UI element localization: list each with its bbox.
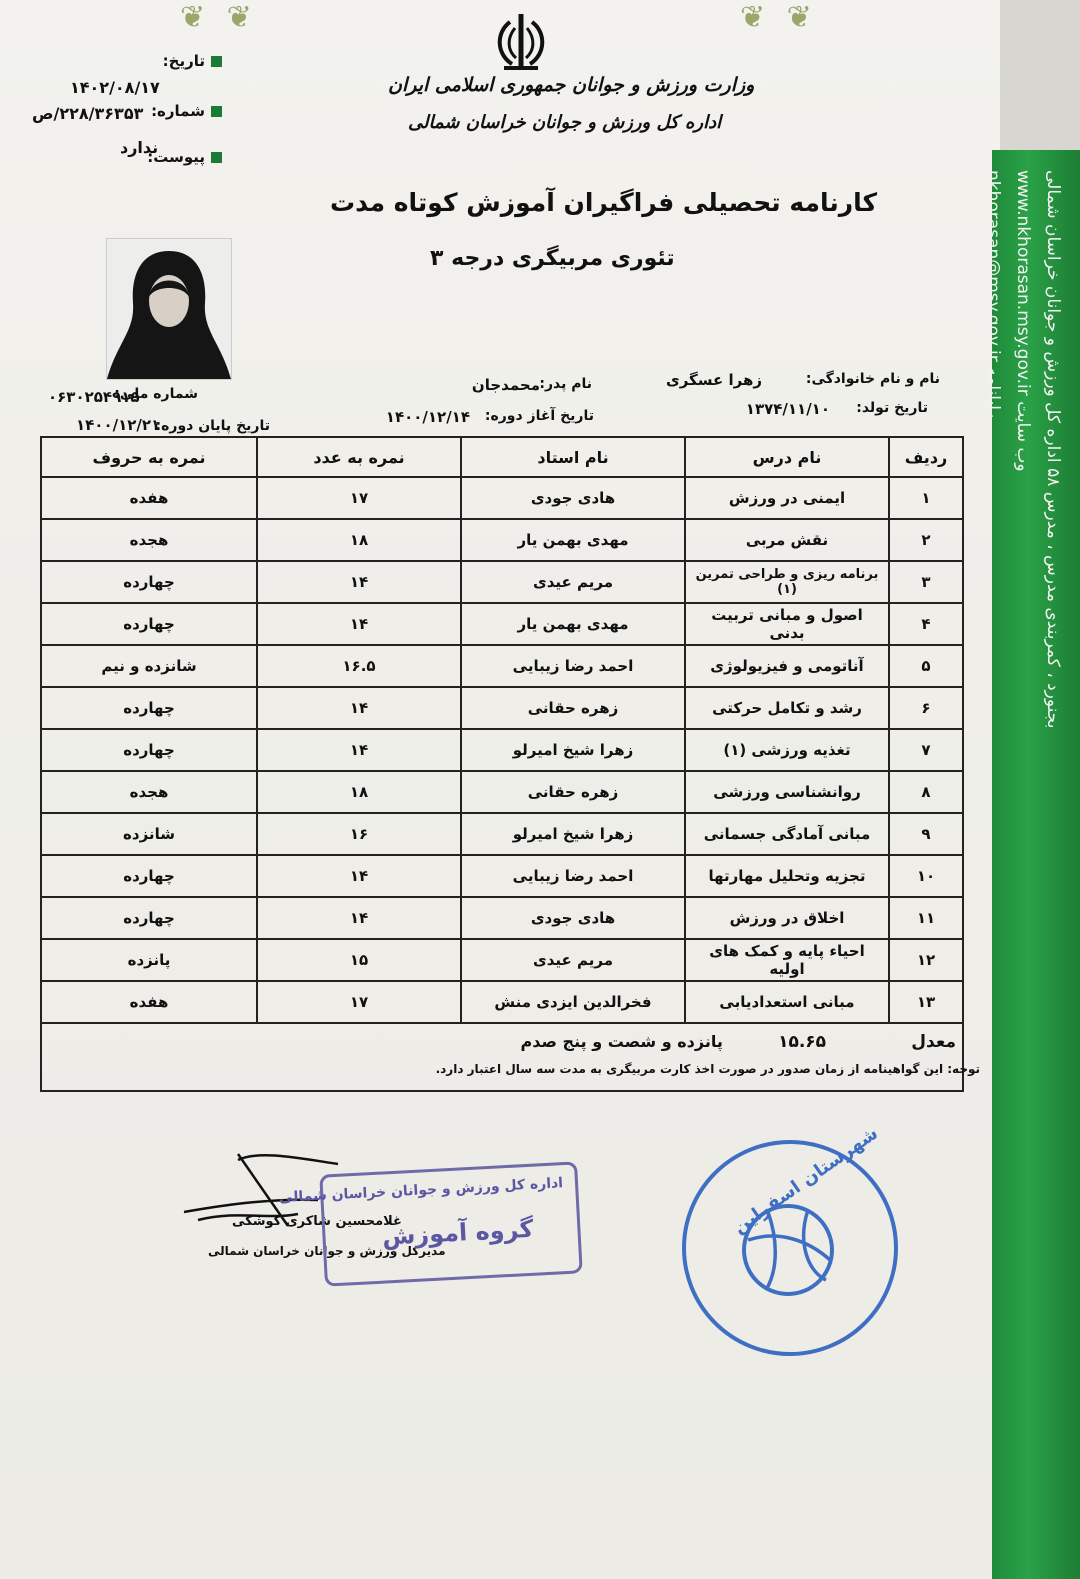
score-number: ۱۷ (257, 981, 461, 1023)
attachment-row (147, 148, 222, 166)
course-name: اصول و مبانی تربیت بدنی (685, 603, 889, 645)
document-title: کارنامه تحصیلی فراگیران آموزش کوتاه مدت (330, 188, 878, 217)
name-value: زهرا عسگری (665, 371, 762, 389)
ministry-line-2: اداره کل ورزش و جوانان خراسان شمالی (408, 112, 722, 133)
instructor-name: احمد رضا زیبایی (461, 645, 685, 687)
header-instructor: نام استاد (461, 437, 685, 477)
table-row (41, 477, 963, 519)
average-words: پانزده و شصت و پنج صدم (520, 1032, 723, 1051)
table-row (41, 687, 963, 729)
row-number: ۱۲ (889, 939, 963, 981)
number-label: شماره: (151, 102, 205, 120)
date-label: تاریخ: (162, 52, 205, 70)
score-words: هجده (41, 519, 257, 561)
score-number: ۱۴ (257, 561, 461, 603)
instructor-name: مهدی بهمن یار (461, 603, 685, 645)
course-name: احیاء پایه و کمک های اولیه (685, 939, 889, 981)
header-score-words: نمره به حروف (41, 437, 257, 477)
instructor-name: مهدی بهمن یار (461, 519, 685, 561)
stamp-line-1: اداره کل ورزش و جوانان خراسان شمالی (278, 1175, 564, 1206)
ministry-line-1: وزارت ورزش و جوانان جمهوری اسلامی ایران (388, 74, 755, 96)
date-value: ۱۴۰۲/۰۸/۱۷ (70, 78, 160, 97)
table-row (41, 645, 963, 687)
county-stamp (682, 1122, 898, 1356)
end-label: تاریخ پایان دوره: (155, 418, 270, 434)
table-row (41, 729, 963, 771)
average-label: معدل (911, 1032, 956, 1052)
score-number: ۱۴ (257, 603, 461, 645)
row-number: ۱۳ (889, 981, 963, 1023)
corner-ornament-left: ❦ ❦ (180, 0, 258, 35)
document-subtitle: تئوری مربیگری درجه ۳ (430, 246, 675, 271)
course-name: مبانی استعدادیابی (685, 981, 889, 1023)
score-number: ۱۶ (257, 813, 461, 855)
row-number: ۱۰ (889, 855, 963, 897)
instructor-name: زهرا شیخ امیرلو (461, 813, 685, 855)
header-row-number: ردیف (889, 437, 963, 477)
signatory-title: مدیرکل ورزش و جوانان خراسان شمالی (208, 1244, 446, 1258)
row-number: ۳ (889, 561, 963, 603)
instructor-name: احمد رضا زیبایی (461, 855, 685, 897)
instructor-name: زهرا شیخ امیرلو (461, 729, 685, 771)
signatory-name: غلامحسین شاکری کوشکی (232, 1214, 402, 1229)
course-name: آناتومی و فیزیولوژی (685, 645, 889, 687)
course-name: ایمنی در ورزش (685, 477, 889, 519)
number-value: ۲۲۸/۳۶۳۵۳/ص (32, 104, 144, 123)
course-name: نقش مربی (685, 519, 889, 561)
table-row (41, 981, 963, 1023)
row-number: ۷ (889, 729, 963, 771)
instructor-name: فخرالدین ایزدی منش (461, 981, 685, 1023)
average-row (41, 1023, 963, 1091)
stamp-circle-text: شهرستان اسفراین (729, 1122, 882, 1239)
score-number: ۱۷ (257, 477, 461, 519)
course-name: رشد و تکامل حرکتی (685, 687, 889, 729)
volleyball-icon (738, 1200, 838, 1300)
validity-note: توجه: این گواهینامه از زمان صدور در صورت اخذ کارت مربیگری به مدت سه سال اعتبار دارد. (435, 1062, 980, 1076)
score-words: چهارده (41, 897, 257, 939)
instructor-name: زهره حقانی (461, 687, 685, 729)
row-number: ۴ (889, 603, 963, 645)
score-words: چهارده (41, 687, 257, 729)
row-number: ۲ (889, 519, 963, 561)
table-row (41, 561, 963, 603)
start-label: تاریخ آغاز دوره: (484, 408, 594, 424)
course-name: تجزیه وتحلیل مهارتها (685, 855, 889, 897)
score-words: شانزده (41, 813, 257, 855)
score-number: ۱۸ (257, 519, 461, 561)
score-words: هفده (41, 981, 257, 1023)
score-number: ۱۴ (257, 855, 461, 897)
corner-ornament-right: ❦ ❦ (740, 0, 818, 35)
father-value: محمدجان (471, 376, 540, 394)
number-row (151, 102, 222, 120)
score-number: ۱۴ (257, 729, 461, 771)
header-score-number: نمره به عدد (257, 437, 461, 477)
score-words: چهارده (41, 855, 257, 897)
website-line: www.nkhorasan.msy.gov.ir وب سایت (1013, 170, 1033, 472)
score-number: ۱۵ (257, 939, 461, 981)
header-course: نام درس (685, 437, 889, 477)
bullet-icon (211, 152, 222, 163)
row-number: ۵ (889, 645, 963, 687)
row-number: ۹ (889, 813, 963, 855)
score-words: چهارده (41, 561, 257, 603)
table-row (41, 771, 963, 813)
score-number: ۱۴ (257, 897, 461, 939)
score-words: پانزده (41, 939, 257, 981)
course-name: مبانی آمادگی جسمانی (685, 813, 889, 855)
start-value: ۱۴۰۰/۱۲/۱۴ (385, 408, 470, 426)
instructor-name: مریم عیدی (461, 939, 685, 981)
end-value: ۱۴۰۰/۱۲/۲۱ (76, 416, 161, 434)
instructor-name: هادی جودی (461, 477, 685, 519)
table-row (41, 939, 963, 981)
row-number: ۱۱ (889, 897, 963, 939)
grades-table (40, 436, 964, 1092)
contact-side-strip (983, 150, 1080, 1579)
instructor-name: زهره حقانی (461, 771, 685, 813)
table-row (41, 519, 963, 561)
course-name: تغذیه ورزشی (۱) (685, 729, 889, 771)
course-name: روانشناسی ورزشی (685, 771, 889, 813)
attachment-label: پیوست: (147, 148, 205, 166)
course-name: اخلاق در ورزش (685, 897, 889, 939)
attachment-value: ندارد (120, 138, 159, 157)
iran-emblem-icon (490, 10, 552, 72)
student-portrait-icon (107, 239, 231, 379)
date-row (163, 52, 222, 70)
name-label: نام و نام خانوادگی: (805, 371, 940, 387)
instructor-name: هادی جودی (461, 897, 685, 939)
bullet-icon (211, 106, 222, 117)
father-label: نام پدر: (539, 376, 592, 392)
birth-value: ۱۳۷۴/۱۱/۱۰ (745, 400, 830, 418)
score-words: چهارده (41, 603, 257, 645)
score-number: ۱۸ (257, 771, 461, 813)
score-words: هجده (41, 771, 257, 813)
student-photo (106, 238, 232, 380)
table-row (41, 897, 963, 939)
score-words: چهارده (41, 729, 257, 771)
instructor-name: مریم عیدی (461, 561, 685, 603)
table-row (41, 603, 963, 645)
address-line: بجنورد ، کمربندی مدرس ، مدرس ۵۸ اداره کل ورزش و جوانان خراسان شمالی (1043, 170, 1063, 729)
score-words: هفده (41, 477, 257, 519)
score-words: شانزده و نیم (41, 645, 257, 687)
row-number: ۸ (889, 771, 963, 813)
course-name: برنامه ریزی و طراحی تمرین (۱) (685, 561, 889, 603)
row-number: ۶ (889, 687, 963, 729)
national-id-value: ۰۶۳۰۲۵۴۹۱۵ (48, 388, 140, 406)
row-number: ۱ (889, 477, 963, 519)
national-id-label: شماره ملی: (114, 386, 198, 402)
table-row (41, 813, 963, 855)
table-header-row (41, 437, 963, 477)
stamp-line-2: گروه آموزش (381, 1214, 535, 1251)
contact-info (983, 170, 1068, 1570)
birth-label: تاریخ تولد: (856, 400, 928, 416)
score-number: ۱۶.۵ (257, 645, 461, 687)
bullet-icon (211, 56, 222, 67)
score-number: ۱۴ (257, 687, 461, 729)
table-row (41, 855, 963, 897)
email-line: nkhorasan@msy.gov.ir رایانامه (983, 170, 1003, 419)
average-value: ۱۵.۶۵ (778, 1032, 827, 1052)
